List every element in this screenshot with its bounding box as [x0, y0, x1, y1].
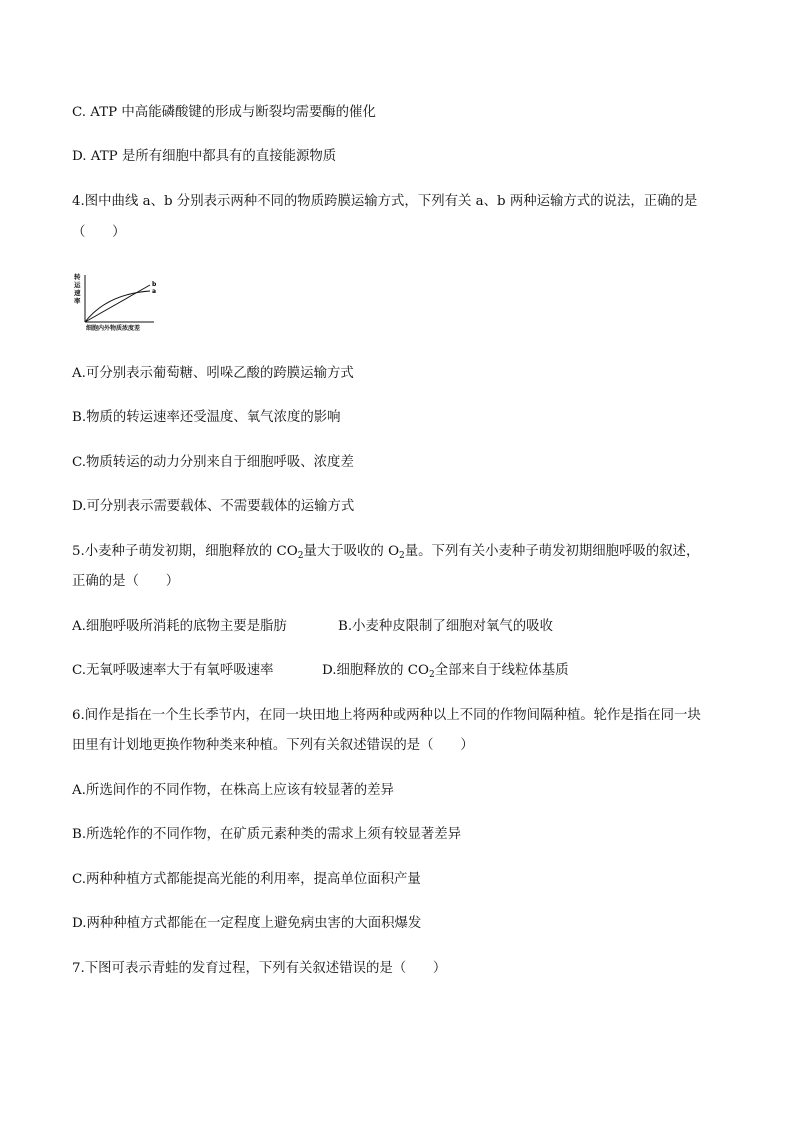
y-axis-label-char: 转 [74, 273, 81, 281]
option-d-q6: D.两种种植方式都能在一定程度上避免病虫害的大面积爆发 [72, 916, 422, 931]
curve-b-label: b [152, 281, 157, 288]
question-6-line1: 6.间作是指在一个生长季节内，在同一块田地上将两种或两种以上不同的作物间隔种植。轮作是指在同一块 [72, 708, 701, 723]
y-axis-label-char: 率 [74, 297, 81, 305]
transport-rate-figure [72, 272, 172, 336]
option-a-q4: A.可分别表示葡萄糖、吲哚乙酸的跨膜运输方式 [72, 366, 354, 381]
curve-b [85, 285, 150, 322]
y-axis-label-char: 运 [74, 281, 81, 289]
option-d-q5: D.细胞释放的 $CO_2$全部来自于线粒体基质 [322, 663, 569, 680]
option-a-q6: A.所选间作的不同作物，在株高上应该有较显著的差异 [72, 783, 394, 798]
curve-a [85, 291, 150, 322]
option-c-q3: C. ATP 中高能磷酸键的形成与断裂均需要酶的催化 [72, 105, 376, 120]
option-d-q3: D. ATP 是所有细胞中都具有的直接能源物质 [72, 149, 337, 164]
question-5-line1: 5.小麦种子萌发初期，细胞释放的 $CO_2$量大于吸收的 $O_2$量。下列有关小麦种子萌发初期细胞呼吸的叙述， [72, 544, 700, 561]
option-c-q6: C.两种种植方式都能提高光能的利用率，提高单位面积产量 [72, 872, 421, 887]
question-4-line2: （ ） [72, 225, 126, 240]
option-c-q5: C.无氧呼吸速率大于有氧呼吸速率 [72, 663, 274, 678]
option-a-q5: A.细胞呼吸所消耗的底物主要是脂肪 [72, 619, 287, 634]
question-7: 7.下图可表示青蛙的发育过程，下列有关叙述错误的是（ ） [72, 961, 447, 976]
option-b-q4: B.物质的转运速率还受温度、氧气浓度的影响 [72, 410, 341, 425]
question-4-line1: 4.图中曲线 a、b 分别表示两种不同的物质跨膜运输方式，下列有关 a、b 两种运输方式的说法，正确的是 [72, 194, 698, 209]
transport-rate-graph [72, 272, 172, 336]
option-b-q6: B.所选轮作的不同作物，在矿质元素种类的需求上须有较显著差异 [72, 827, 462, 842]
option-c-q4: C.物质转运的动力分别来自于细胞呼吸、浓度差 [72, 455, 354, 470]
question-6-line2: 田里有计划地更换作物种类来种植。下列有关叙述错误的是（ ） [72, 738, 474, 753]
option-d-q4: D.可分别表示需要载体、不需要载体的运输方式 [72, 499, 355, 514]
option-b-q5: B.小麦种皮限制了细胞对氧气的吸收 [338, 619, 553, 634]
question-5-line2: 正确的是（ ） [72, 574, 180, 589]
x-axis-label: 细胞内外物质浓度差 [86, 325, 141, 332]
curve-a-label: a [152, 288, 157, 295]
y-axis-label-char: 速 [74, 289, 81, 297]
